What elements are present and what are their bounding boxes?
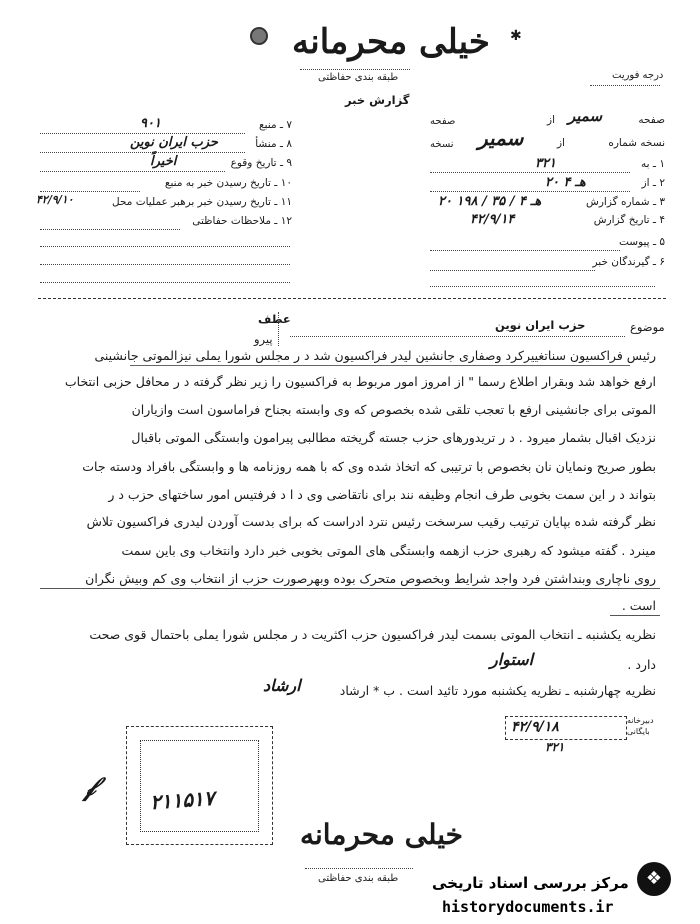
right-field-attachment-line [430,250,620,251]
left-field-source [40,119,292,131]
left-field-origin-label: ۸ ـ منشأ [255,138,292,150]
right-field-recipients-line-2 [430,286,655,287]
margin-divider [278,312,279,346]
classification-bottom: خیلی محرمانه [300,818,463,851]
left-field-origin-value: حزب ایران نوین [130,135,218,150]
subject-label: موضوع [630,320,665,334]
right-field-copy-mid: از [556,137,565,149]
subject-line [290,336,625,337]
right-field-from-value: ۲۰ هـ ۴ [545,175,586,190]
date-stamp-number: ۴۲/۹/۱۸ [511,719,559,735]
right-field-report-date-value: ۴۲/۹/۱۴ [470,212,515,227]
opinion-line-3: نظریه چهارشنبه ـ نظریه یکشنبه مورد تائید است . ب * ارشاد [339,683,656,698]
left-field-notes-line-2 [40,246,290,247]
left-field-occurrence-label: ۹ ـ تاریخ وقوع [230,157,292,169]
date-stamp [505,716,655,756]
priority-label: درجه فوریت [612,70,664,81]
ornament-left [250,27,268,45]
right-field-report-number-value: ۲۰ هـ ۴ / ۳۵ / ۱۹۸ [438,194,542,209]
ornament-right: ✱ [510,28,522,44]
opinion-line-1: نظریه یکشنبه ـ انتخاب الموتی بسمت لیدر فراکسیون حزب اکثریت د ر مجلس شورا یملی باحتمال قوی صحت [89,627,656,642]
right-field-to-label: ۱ ـ به [641,158,665,170]
right-field-to-line [430,172,630,173]
right-field-report-date [420,214,665,226]
left-field-origin-line [40,152,245,153]
report-title: گزارش خبر [345,93,410,107]
date-stamp-code: ۳۲۱ [545,740,565,754]
right-field-page [420,114,665,126]
body-line-1: رئیس فراکسیون سناتغییرکرد وصفاری جانشین لیدر فراکسیون شد د ر مجلس شورا یملی نیزالموتی جانشینی [94,348,656,363]
body-line-6: بتواند د ر این سمت بخوبی طرف انجام وظیفه نند برای ناتقاضی وی د ا د فرفتیس امور ساختهای حزب د ر [108,487,656,502]
right-field-to-value: ۳۲۱ [535,156,556,171]
left-field-security-notes [40,215,292,227]
left-field-received-ops-value: ۴۲/۹/۱۰ [36,193,74,206]
underline-stroke-1 [130,365,630,366]
left-field-source-label: ۷ ـ منبع [259,119,292,131]
right-field-recipients-label: ۶ ـ گیرندگان خبر [592,256,665,268]
right-field-attachment [420,236,665,248]
left-field-notes-line-4 [40,282,290,283]
right-field-from-line [430,191,630,192]
signature-handwritten-2: ارشاد [263,676,301,695]
watermark-name: مرکز بررسی اسناد تاریخی [432,874,629,892]
watermark-logo-icon: ❖ [637,862,671,896]
right-field-copy [420,137,665,149]
left-field-received-source [40,177,292,189]
body-line-9: روی ناچاری وبنداشتن فرد واجد شرایط وبخصوص متحرک بوده وبهرصورت حزب از انتخاب وی کم وبیش نگران [85,571,656,586]
left-field-notes-line-3 [40,264,290,265]
right-field-from [420,177,665,189]
left-field-security-notes-label: ۱۲ ـ ملاحظات حفاظتی [192,215,292,227]
right-field-page-label: صفحه [638,114,665,126]
classification-bottom-underline [305,868,413,869]
left-field-occurrence-value: اخیراً [150,154,177,169]
signature-handwritten: استوار [490,650,534,669]
right-field-from-label: ۲ ـ از [641,177,665,189]
subject-value: حزب ایران نوین [495,318,586,332]
body-line-3: الموتی برای جانشینی ارفع با تعجب تلقی شده بخصوص که وی وابسته بجناح فراماسون است وازیاران [131,402,656,417]
right-field-recipients-line [430,270,595,271]
left-field-received-ops [40,196,292,208]
classification-sub-bottom: طبقه بندی حفاظتی [318,873,399,884]
handwritten-top-1: سمیر [568,107,603,125]
date-stamp-label-1: دبیرخانه [627,716,654,725]
body-line-5: بطور صریح ونمایان نان بخصوص با ترتیبی که اتخاذ شده وی که با همه روزنامه ها و وابستگی بافراد ودسته جات [82,459,656,474]
left-field-source-line [40,133,245,134]
right-field-recipients [420,256,665,268]
handwritten-top-2: سمیر [478,126,524,150]
body-line-10: است . [621,598,656,613]
subject-followup-label: پیرو [254,332,273,346]
archive-box-number: ۲۱۱۵۱۷ [149,785,216,815]
right-field-report-date-label: ۴ ـ تاریخ گزارش [593,214,665,226]
body-line-2: ارفع خواهد شد وبقرار اطلاع رسما " از امروز امور مربوط به فراکسیون را زیر نظر گرفته د ر محافل حزبی انتخاب [64,374,656,389]
left-field-received-source-line [40,191,140,192]
body-line-7: نظر گرفته شده بپایان ترتیب رقیب سرسخت رئیس نترد ادراست که برای بدست آوردن لیدری فراکسیون تلاش [86,514,656,529]
left-field-source-value: ۹۰۱ [140,116,161,131]
right-field-attachment-label: ۵ ـ پیوست [618,236,665,248]
left-field-occurrence-line [40,171,225,172]
priority-line [590,85,660,86]
header-separator [38,298,666,299]
margin-scribble: 𝒻 [84,772,96,802]
classification-sub-top: طبقه بندی حفاظتی [318,72,399,83]
opinion-line-2: دارد . [627,657,656,672]
left-field-security-notes-line [40,229,180,230]
body-line-4: نزدیک اقبال بشمار میرود . د ر تریدورهای حزب جسته گریخته مطالبی پیرامون وابستگی الموتی باقبال [131,430,656,445]
left-field-received-source-label: ۱۰ ـ تاریخ رسیدن خبر به منبع [164,177,292,189]
classification-underline [300,69,410,70]
subject-ref-label: عطف [258,312,291,326]
right-field-page-value: صفحه [430,116,456,127]
watermark-url: historydocuments.ir [442,898,614,916]
underline-stroke-3 [610,615,660,616]
right-field-copy-value: نسخه [430,139,454,150]
underline-stroke-2 [40,588,660,589]
body-line-8: مینرد . گفته میشود که رهبری حزب ازهمه وابستگی های الموتی بخوبی خبر دارد وانتخاب وی باین سمت [121,543,656,558]
right-field-report-number-label: ۳ ـ شماره گزارش [586,196,665,208]
right-field-page-mid: از [547,114,556,126]
date-stamp-label-2: بایگانی [627,727,650,736]
left-field-received-ops-label: ۱۱ ـ تاریخ رسیدن خبر برهبر عملیات محل [112,196,292,208]
right-field-copy-label: نسخه شماره [608,137,665,149]
classification-top: خیلی محرمانه [292,22,490,62]
